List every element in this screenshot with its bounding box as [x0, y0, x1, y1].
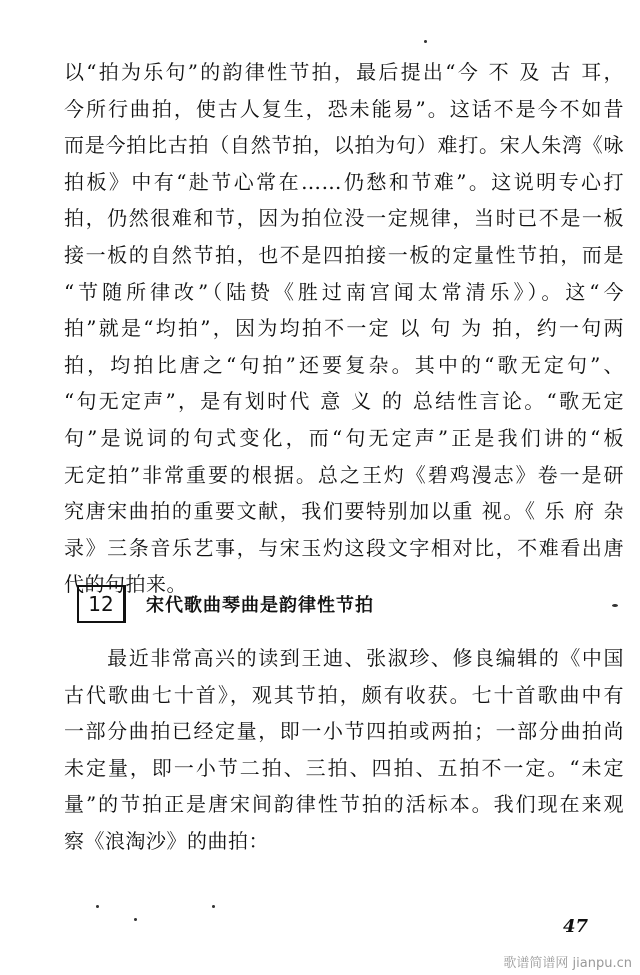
text-line: 句”是说词的句式变化，而“句无定声”正是我们讲的“板 [64, 425, 624, 450]
text-line: “节随所律改”（陆贽《胜过南宫闻太常清乐》）。这“今 [64, 279, 624, 304]
watermark: 歌谱简谱网 jianpu.cn [503, 956, 632, 971]
text-line: 拍，仍然很难和节，因为拍位没一定规律，当时已不是一板 [64, 206, 624, 231]
text-line: 最近非常高兴的读到王迪、张淑珍、修良编辑的《中国 [64, 646, 624, 670]
paragraph-2 [64, 640, 624, 860]
text-line: 无定拍”非常重要的根据。总之王灼《碧鸡漫志》卷一是研 [64, 462, 624, 487]
text-line: 今所行曲拍，使古人复生，恐未能易”。这话不是今不如昔 [64, 96, 624, 121]
text-line: 而是今拍比古拍（自然节拍，以拍为句）难打。宋人朱湾《咏 [64, 133, 624, 158]
scan-speck [212, 905, 215, 908]
section-heading [77, 584, 374, 624]
text-line: 未定量，即一小节二拍、三拍、四拍、五拍不一定。“未定 [64, 755, 624, 780]
text-line: 一部分曲拍已经定量，即一小节四拍或两拍；一部分曲拍尚 [64, 719, 624, 744]
text-line: 录》三条音乐艺事，与宋玉灼这段文字相对比，不难看出唐 [64, 535, 624, 560]
text-line: 量”的节拍正是唐宋间韵律性节拍的活标本。我们现在来观 [64, 792, 624, 817]
text-line: 察《浪淘沙》的曲拍： [64, 828, 269, 853]
scan-speck [612, 604, 618, 607]
section-number-box: 12 [77, 585, 126, 623]
text-line: 古代歌曲七十首》，观其节拍，颇有收获。七十首歌曲中有 [64, 682, 624, 707]
scan-speck [96, 905, 99, 908]
scan-speck [424, 40, 427, 43]
text-line: 拍”就是“均拍”，因为均拍不一定 以 句 为 拍，约一句两 [64, 316, 624, 341]
paragraph-1 [64, 54, 624, 603]
text-line: 拍板》中有“赴节心常在……仍愁和节难”。这说明专心打 [64, 169, 624, 194]
text-line: 以“拍为乐句”的韵律性节拍，最后提出“今 不 及 古 耳， [64, 60, 624, 84]
scan-speck [134, 918, 137, 921]
text-line: 代的句拍来。 [64, 572, 187, 597]
text-line: “句无定声”，是有划时代 意 义 的 总结性言论。“歌无定 [64, 389, 624, 414]
text-line: 拍，均拍比唐之“句拍”还要复杂。其中的“歌无定句”、 [64, 352, 624, 377]
text-line: 接一板的自然节拍，也不是四拍接一板的定量性节拍，而是 [64, 242, 624, 267]
page-number: 47 [563, 916, 589, 937]
text-line: 究唐宋曲拍的重要文献，我们要特别加以重 视。《 乐 府 杂 [64, 499, 624, 524]
section-title: 宋代歌曲琴曲是韵律性节拍 [146, 595, 374, 616]
